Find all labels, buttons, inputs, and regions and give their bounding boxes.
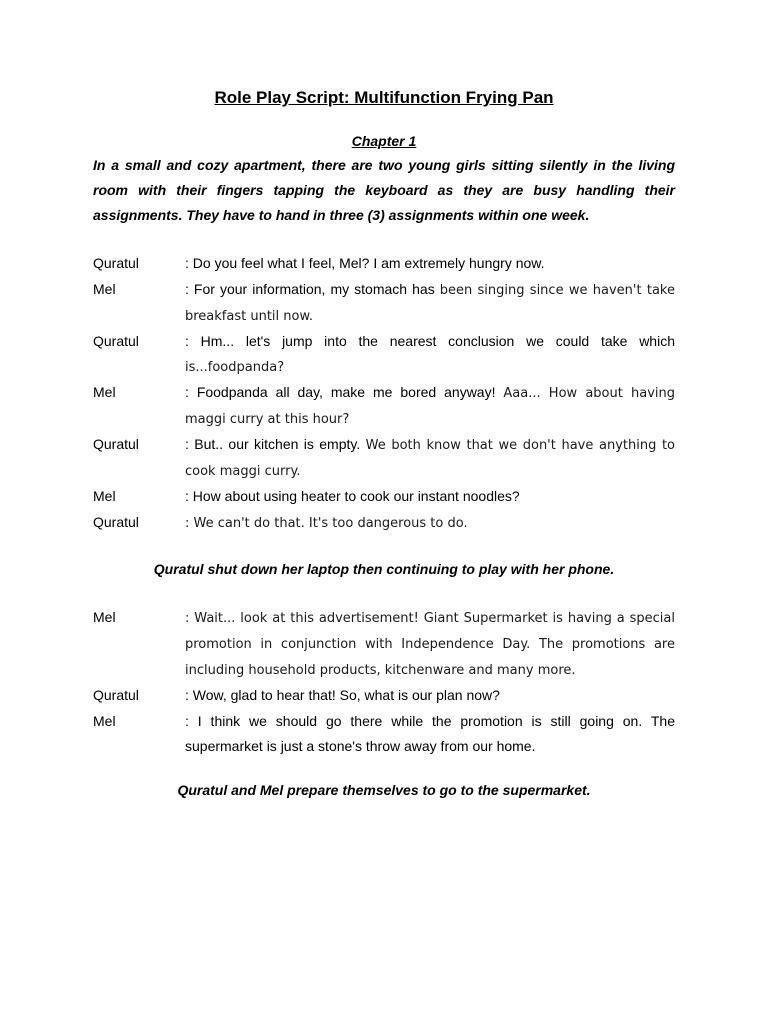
dialogue-line (93, 380, 675, 432)
speaker-name: Mel (93, 384, 116, 400)
stage-direction: Quratul and Mel prepare themselves to go to the supermarket. (177, 782, 591, 798)
speech-text: : I think we should go there while the promotion is still going on. The supermarket is just a stone's throw away from our home. (185, 713, 675, 754)
dialogue-line (93, 329, 675, 380)
speech-text: : For your information, my stomach has been singing since we haven't take breakfast until now. (185, 281, 675, 324)
dialogue-line (93, 709, 675, 760)
speaker-name: Quratul (93, 436, 139, 452)
speaker-name: Mel (93, 713, 116, 729)
speaker-name: Mel (93, 609, 116, 625)
speaker-name: Quratul (93, 687, 139, 703)
dialogue-block-1 (93, 251, 675, 536)
speech-text: : Hm... let's jump into the nearest conclusion we could take which is...foodpanda? (185, 333, 675, 375)
speech-text: : How about using heater to cook our instant noodles? (185, 488, 520, 504)
speaker-name: Mel (93, 488, 116, 504)
dialogue-block-2 (93, 605, 675, 760)
dialogue-line (93, 484, 675, 510)
speech-text: : Do you feel what I feel, Mel? I am extremely hungry now. (185, 255, 545, 271)
speech-text: : Wait... look at this advertisement! Giant Supermarket is having a special promotion in conjunction with Independence Day. The promotions are including household products, kitchenware and many more. (185, 611, 675, 678)
dialogue-line (93, 251, 675, 277)
dialogue-line (93, 277, 675, 329)
dialogue-line (93, 510, 675, 536)
speech-text: : Foodpanda all day, make me bored anyway! Aaa... How about having maggi curry at this hour? (185, 384, 675, 427)
dialogue-line (93, 605, 675, 683)
speaker-name: Quratul (93, 255, 139, 271)
speaker-name: Mel (93, 281, 116, 297)
speech-text: : Wow, glad to hear that! So, what is our plan now? (185, 687, 500, 703)
intro-stage-direction: In a small and cozy apartment, there are two young girls sitting silently in the living room with their fingers tapping the keyboard as they are busy handling their assignments. They have to hand in three (3) assignments within one week. (93, 157, 675, 223)
speech-text: : But.. our kitchen is empty. We both know that we don't have anything to cook maggi curry. (185, 436, 675, 479)
speaker-name: Quratul (93, 333, 139, 349)
document-title: Role Play Script: Multifunction Frying Pan (214, 88, 554, 107)
speaker-name: Quratul (93, 514, 139, 530)
stage-direction: Quratul shut down her laptop then continuing to play with her phone. (153, 561, 615, 577)
dialogue-line (93, 683, 675, 709)
speech-text: : We can't do that. It's too dangerous to do. (185, 516, 468, 531)
chapter-heading: Chapter 1 (351, 133, 417, 149)
dialogue-line (93, 432, 675, 484)
